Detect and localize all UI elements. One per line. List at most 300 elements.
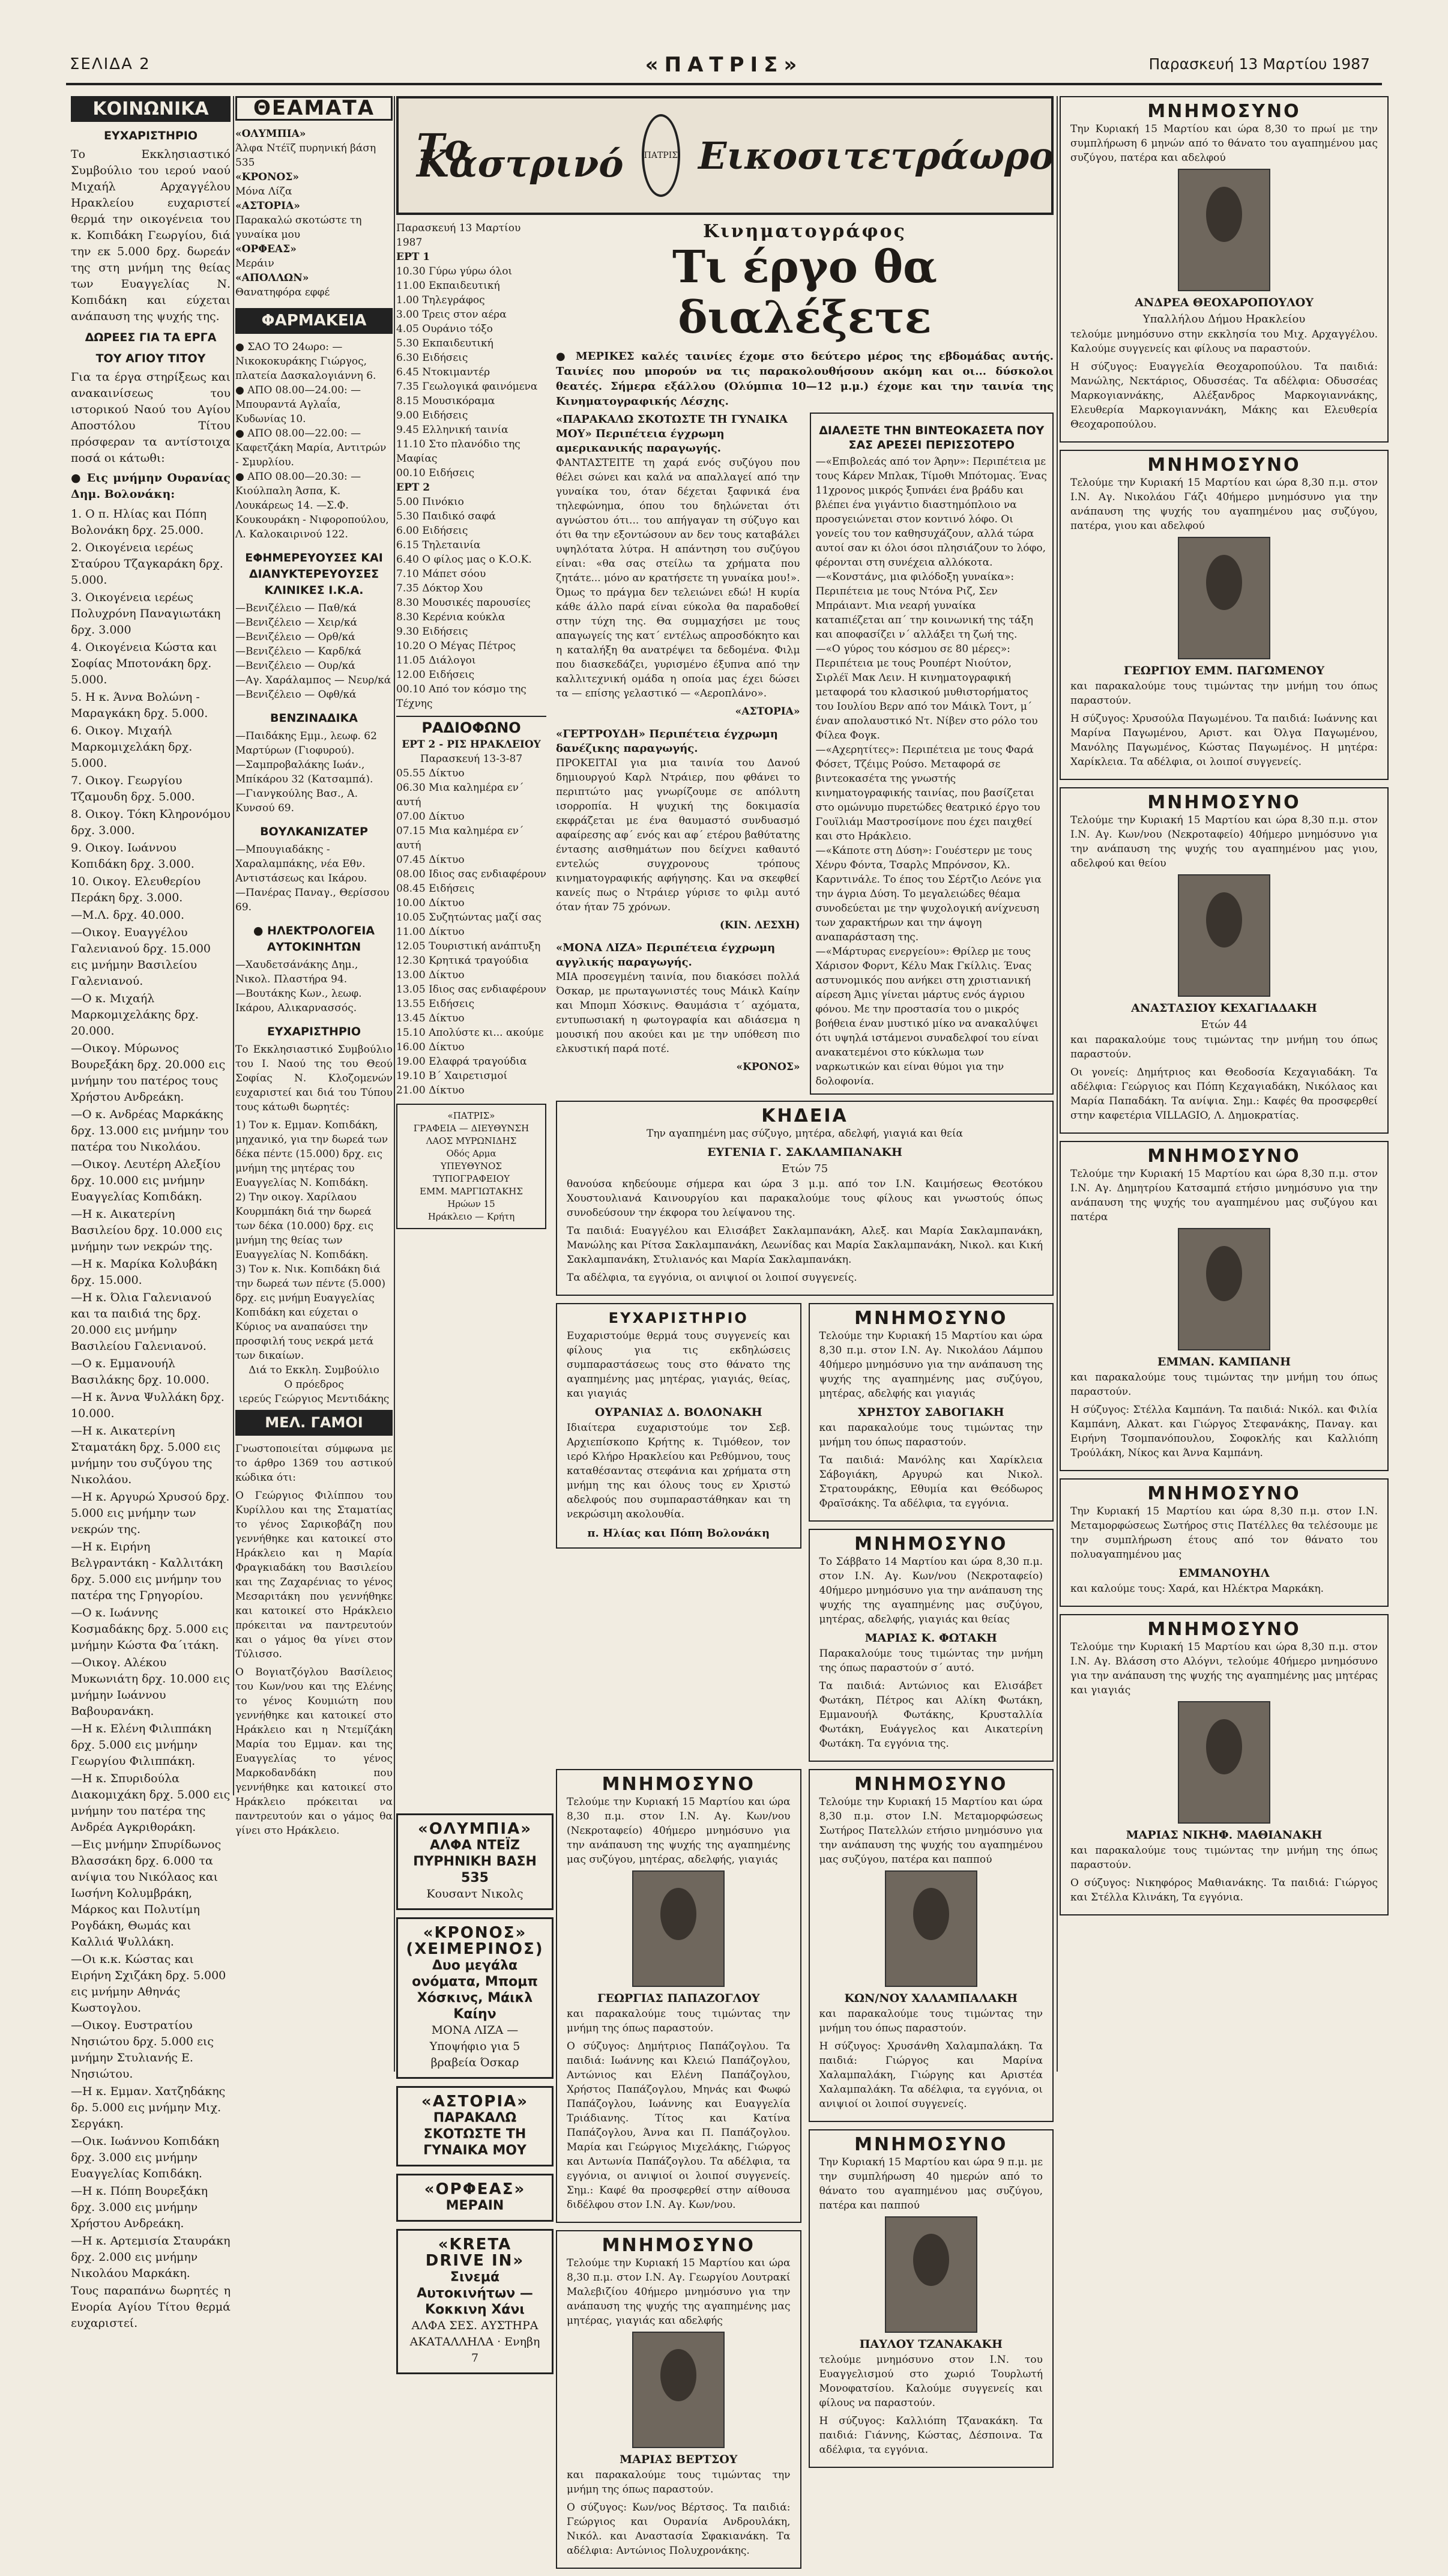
donation-item: 2. Οικογένεια ιερέως Σταύρου Τζαγκαράκη δρχ. 5.000.: [71, 541, 223, 587]
vulcanizer-item: —Πανέρας Παναγ., Θερίσσου 69.: [235, 887, 390, 913]
tv-program-item: 8.15 Μουσικόραμα: [396, 395, 495, 407]
memorial-request: τελούμε μνημόσυνο στον Ι.Ν. του Ευαγγελισμού στο χωριό Τουρλωτή Μονοφατσίου. Καλούμε συγγενείς και φίλους να παραστούν.: [819, 2354, 1043, 2409]
theatre-name: «ΑΠΟΛΛΩΝ»: [235, 272, 309, 284]
page-header: [0, 0, 1448, 87]
theatre-item: [235, 271, 393, 300]
tv-program-item: 7.35 Γεωλογικά φαινόμενα: [396, 381, 538, 393]
vhs-item: —«Αχερητίτες»: Περιπέτεια με τους Φαρά Φόσετ, Τζέιμς Ρούσο. Μεταφορά σε βιντεοκασέτα της γνωστής κινηματογραφικής ταινίας, που βασίζεται στο ομώνυμο πυρετώδες θεατρικό έργο του Γουϊλιάμ Μαστροσίμονε που έχει παιχθεί και στο Ηράκλειο.: [815, 744, 1040, 842]
radio-program-item: 10.05 Συζητώντας μαζί σας: [396, 912, 541, 924]
donation-item: —Η κ. Αικατερίνη Σταματάκη δρχ. 5.000 εις μνήμην του συζύγου της Νικολάου.: [71, 1424, 221, 1486]
memorial-request: και καλούμε τους: Χαρά, και Ηλέκτρα Μαρκάκη.: [1070, 1583, 1324, 1595]
donation-item: —Ο κ. Εμμανουήλ Βασιλάκης δρχ. 10.000.: [71, 1357, 210, 1386]
memorial-request: και παρακαλούμε τους τιμώντας την μνήμη της όπως παραστούν.: [567, 2469, 791, 2496]
memorial-relatives: Ο σύζυγος: Νικηφόρος Μαθιανάκης. Τα παιδιά: Γιώργος και Στέλλα Κλινάκη, Τα εγγόνια.: [1070, 1877, 1378, 1903]
entertainment-column: [396, 96, 1054, 2557]
cinema-body: [556, 413, 1054, 1101]
memorial-title: ΜΝΗΜΟΣΥΝΟ: [1147, 1483, 1301, 1504]
memorial-name: ΜΑΡΙΑΣ Κ. ΦΩΤΑΚΗ: [864, 1631, 997, 1645]
review-caption: «ΜΟΝΑ ΛΙΖΑ» Περιπέτεια έγχρωμη αγγλικής παραγωγής.: [556, 942, 776, 969]
memorial-title: ΜΝΗΜΟΣΥΝΟ: [1147, 1619, 1301, 1640]
weddings-intro: Γνωστοποιείται σύμφωνα με το άρθρο 1369 του αστικού κώδικα ότι:: [235, 1443, 393, 1484]
donation-item: —Ο κ. Μιχαήλ Μαρκομιχελάκης δρχ. 20.000.: [71, 992, 199, 1038]
pharmacy-item: ● ΑΠΟ 08.00—24.00: —Μπουραντά Αγλαΐα, Κυδωνίας 10.: [235, 384, 361, 425]
tv-program-item: 9.45 Ελληνική ταινία: [396, 424, 508, 436]
ad-line: Σινεμά Αυτοκινήτων — Κοκκινη Χάνι: [417, 2270, 533, 2317]
memorial-notice: [556, 1769, 801, 2223]
tv-program-item: 11.00 Εκπαιδευτική: [396, 280, 500, 292]
radio-program-item: 08.00 Ιδιος σας ενδιαφέρουν: [396, 868, 546, 880]
memorial-title: ΜΝΗΜΟΣΥΝΟ: [1147, 455, 1301, 476]
donation-item: 3. Οικογένεια ιερέως Πολυχρόνη Παναγιωτάκη δρχ. 3.000: [71, 591, 221, 636]
fuel-item: —Γιανγκούλης Βασ., Α. Κυνσού 69.: [235, 788, 358, 814]
radio-program-item: 12.05 Τουριστική ανάπτυξη: [396, 940, 541, 952]
vhs-item: —«Μάρτυρας ενεργείου»: Θρίλερ με τους Χάρισον Φορντ, Κέλυ Μακ Γκίλλις. Ένας αστυνομικός που ανήκει στη χριστιανική αίρεση Άμις γίνεται μάρτυς ενός άγριου φόνου. Με την προστασία του ο μικρός βοήθεια έναν μυστικό μίκο να ανακαλύψει ότι υψηλά ιστάμενοι συναδελφοί του είναι ανακατεμένοι στο κύκλωμα των ναρκωτικών και είναι θύμοι για την δολοφονία.: [815, 946, 1039, 1087]
cinema-kicker: Κινηματογράφος: [703, 221, 907, 242]
masthead: «ΠΑΤΡΙΣ»: [645, 53, 803, 77]
memorial-intro: Τελούμε την Κυριακή 15 Μαρτίου και ώρα 8,30 π.μ. στον Ι.Ν. Αγ. Δημητρίου Κατσαμπά ετήσιο μνημόσυνο για την ανάπαυση της ψυχής του αγαπημένου μας συζύγου και πατέρα: [1070, 1168, 1378, 1223]
funeral-relatives: Τα αδέλφια, τα εγγόνια, οι ανιψιοί οι λοιποί συγγενείς.: [567, 1272, 857, 1284]
donations-lead: ● Εις μνήμην Ουρανίας Δημ. Βολονάκη:: [71, 471, 231, 501]
duty-clinics-list: [235, 601, 393, 702]
pharmacy-list: [235, 340, 393, 542]
patris-info-line: Ηρώων 15: [447, 1199, 495, 1209]
cinema-section: [556, 221, 1054, 2576]
memorial-subtitle: Υπαλλήλου Δήμου Ηρακλείου: [1142, 313, 1306, 325]
donation-item: —Εις μνήμην Σπυρίδωνος Βλασσάκη δρχ. 6.000 τα ανίψια του Νικόλαος και Ιωσήνη Κολυμβράκη, Μάρκος και Πολυτίμη Ρογδάκη, Θωμάς και Καλλιά Ψυλλάκη.: [71, 1838, 222, 1949]
thanks-notice-title: ΕΥΧΑΡΙΣΤΗΡΙΟ: [608, 1310, 749, 1326]
radio-date: Παρασκευή 13-3-87: [420, 753, 523, 765]
memorial-request: και παρακαλούμε τους τιμώντας την μνήμη του όπως παραστούν.: [1070, 1034, 1378, 1060]
fuel-item: —Σαμπροβαλάκης Ιωάν., Μπίκάρου 32 (Κατσαμπά).: [235, 759, 373, 785]
radio-program-item: 19.00 Ελαφρά τραγούδια: [396, 1056, 527, 1068]
donation-item: 4. Οικογένεια Κώστα και Σοφίας Μποτονάκη δρχ. 5.000.: [71, 641, 217, 686]
cinema-lead: ● ΜΕΡΙΚΕΣ καλές ταινίες έχομε στο δεύτερο μέρος της εβδομάδας αυτής. Ταινίες που μπορούν να τις παρακολουθήσουν ακόμη και οι... δύσκολοι θεατές. Σήμερα εξάλλου (Ολύμπια 10—12 μ.μ.) έχομε και την ταινία της Κινηματογραφικής Λέσχης.: [556, 350, 1054, 408]
donation-item: —Οικογ. Μύρωνος Βουρεξάκη δρχ. 20.000 εις μνήμην του πατέρος τους Χρήστου Ανδρεάκη.: [71, 1042, 226, 1104]
memorial-intro: Τελούμε την Κυριακή 15 Μαρτίου και ώρα 8,30 π.μ. στον Ι.Ν. Αγ. Κων/νου (Νεκροταφείο) 40ήμερο μνημόσυνο για την ανάπαυση της ψυχής του αγαπημένου μας γιου, αδελφού και θείου: [1070, 814, 1378, 869]
radio-list: [396, 766, 546, 1098]
electrician-title: ● ΗΛΕΚΤΡΟΛΟΓΕΙΑ ΑΥΤΟΚΙΝΗΤΩΝ: [253, 924, 375, 954]
theatre-item: [235, 170, 393, 199]
section-title-theatres: ΘΕΑΜΑΤΑ: [235, 96, 393, 121]
thanks2-item: 1) Τον κ. Εμμαν. Κοπιδάκη, μηχανικό, για την δωρεά των δέκα πέντε (15.000) δρχ. εις μνήμη της μητέρας του Ευαγγελίας Ν. Κοπιδάκη.: [235, 1119, 388, 1189]
memorial-photo: [1178, 1228, 1270, 1350]
page-number: ΣΕΛΙΔΑ 2: [70, 55, 151, 73]
tv-program-item: 9.30 Ειδήσεις: [396, 626, 468, 638]
thanks2-list: [235, 1118, 393, 1363]
notice-row-1: [556, 1303, 1054, 1769]
funeral-name: ΕΥΓΕΝΙΑ Γ. ΣΑΚΛΑΜΠΑΝΑΚΗ: [707, 1146, 902, 1159]
vhs-list: [816, 455, 1048, 1089]
memorial-title: ΜΝΗΜΟΣΥΝΟ: [602, 1774, 755, 1795]
fuel-list: [235, 729, 393, 815]
duty-clinic-item: —Βενιζέλειο — Ορθ/κά: [235, 631, 355, 643]
memorial-request: και παρακαλούμε τους τιμώντας την μνήμη του όπως παραστούν.: [1070, 1371, 1378, 1398]
theatre-name: «ΑΣΤΟΡΙΑ»: [235, 200, 300, 212]
ad-note: ΜΟΝΑ ΛΙΖΑ — Υποψήφιο για 5 βραβεία Όσκαρ: [429, 2024, 520, 2069]
cinema-review: [556, 727, 800, 933]
tv-program-item: 6.45 Ντοκιμαντέρ: [396, 366, 490, 378]
duty-clinic-item: —Βενιζέλειο — Οφθ/κά: [235, 689, 357, 701]
radio-title: ΡΑΔΙΟΦΩΝΟ: [396, 716, 546, 735]
ad-line: ΜΕΡΑΙΝ: [445, 2198, 504, 2213]
electrician-list: [235, 958, 393, 1015]
radio-program-item: 13.55 Ειδήσεις: [396, 998, 475, 1010]
notice-column-left: [556, 1303, 801, 1769]
memorial-relatives: Η σύζυγος: Ευαγγελία Θεοχαροπούλου. Τα παιδιά: Μανώλης, Νεκτάριος, Οδυσσέας. Τα αδέλφια: Οδυσσέας Μαρκογιαννάκης, Αλέξανδρος Μαρκογιαννάκης, Ελευθερία Μαρκογιαννάκη, Μάκης και Ελευθερία Θεοχαροπούλου.: [1070, 361, 1378, 431]
memorial-grid-right: [809, 1769, 1054, 2576]
donation-item: —Η κ. Αρτεμισία Σταυράκη δρχ. 2.000 εις μνήμην Νικολάου Μαρκάκη.: [71, 2234, 231, 2280]
theatre-film: Παρακαλώ σκοτώστε τη γυναίκα μου: [235, 214, 362, 241]
memorial-name: ΑΝΔΡΕΑ ΘΕΟΧΑΡΟΠΟΥΛΟΥ: [1135, 296, 1314, 309]
cinema-review: [556, 941, 800, 1074]
tv-program-item: 6.00 Ειδήσεις: [396, 525, 468, 537]
vulcanizer-item: —Μπουγιαδάκης - Χαραλαμπάκης, νέα Εθν. Αντιστάσεως και Ικάρου.: [235, 844, 367, 884]
tv-program-item: 11.10 Στο πλανόδιο της Μαφίας: [396, 438, 520, 465]
thanks-text: Το Εκκλησιαστικό Συμβούλιο του ιερού ναού Μιχαήλ Αρχαγγέλου Ηρακλείου ευχαριστεί θερμά την οικογένεια του κ. Κοπιδάκη Γεωργίου, διά την εκ 5.000 δρχ. δωρεάν της στη μνήμη της θείας των Ευαγγελίας Ν. Κοπιδάκη και εύχεται ανάπαυση της ψυχής της.: [71, 148, 231, 323]
vhs-section: [810, 413, 1054, 1101]
patris-info-line: «ΠΑΤΡΙΣ»: [447, 1110, 495, 1121]
vhs-box: [810, 413, 1054, 1095]
section-title-pharmacies: ΦΑΡΜΑΚΕΙΑ: [235, 308, 393, 334]
radio-subtitle: ΕΡΤ 2 - ΡΙΣ ΗΡΑΚΛΕΙΟΥ: [402, 739, 541, 751]
memorial-notice: [1060, 96, 1389, 443]
cinema-headline: Τι έργο θα διαλέξετε: [672, 241, 938, 343]
memorial-relatives: Η σύζυγος: Στέλλα Καμπάνη. Τα παιδιά: Νικόλ. και Φιλία Καμπάνη, Αλκατ. και Γιώργος Στεφανάκης, Παναγ. και Ειρήνη Τσομπανόπουλου, Σοφοκλής και Καλλιόπη Τρούλάκη, Νίκος και Άννα Καμπάνη.: [1070, 1404, 1378, 1459]
ad-title: «ΟΛΥΜΠΙΑ»: [417, 1820, 532, 1838]
radio-program-item: 13.00 Δίκτυο: [396, 969, 465, 981]
donation-item: 1. Ο π. Ηλίας και Πόπη Βολονάκη δρχ. 25.000.: [71, 507, 207, 537]
tv-program-item: 3.00 Τρεις στον αέρα: [396, 309, 507, 321]
memorial-relatives: Οι γονείς: Δημήτριος και Θεοδοσία Κεχαγιαδάκη. Τα αδέλφια: Γεώργιος και Πόπη Κεχαγιαδάκη, Νικόλαος και Μαρία Παπαδάκη. Τα ανίψια. Σημ.: Καφές θα προσφερθεί στην καφετέρια VILLAGIO, Λ. Δημοκρατίας.: [1070, 1066, 1378, 1122]
thanks-notice-sign: π. Ηλίας και Πόπη Βολονάκη: [587, 1527, 770, 1540]
banner-left-title: Το Κάστρινό: [417, 125, 624, 186]
radio-program-item: 15.10 Απολύστε κι... ακούμε: [396, 1027, 544, 1039]
tv-program-item: 6.30 Ειδήσεις: [396, 352, 468, 364]
ad-title: «ΟΡΦΕΑΣ»: [424, 2180, 526, 2198]
memorial-notice: [556, 2230, 801, 2569]
memorial-relatives: Ο σύζυγος: Δημήτριος Παπάζογλου. Τα παιδιά: Ιωάννης και Κλειώ Παπάζογλου, Αντώνιος και Ελένη Παπάζογλου, Χρήστος Παπάζογλου, Μηνάς και Φωφώ Παπάζογλου, Ιωάννης και Ευαγγελία Τριάδιανης. Τίτος και Κατίνα Παπάζογλου, Άννα και Π. Παπάζογλου. Μαρία και Γεώργιος Μιχελάκης, Γιώργος και Αντωνία Παπάζογλου. Τα αδέλφια, τα εγγόνια, οι ανιψιοί οι λοιποί συγγενείς. Σημ.: Καφέ θα προσφερθεί στην αίθουσα διδέλφου στον Ι.Ν. Αγ. Κων/νου.: [567, 2040, 791, 2211]
header-rule: [66, 83, 1382, 85]
duty-clinic-item: —Αγ. Χαράλαμπος — Νευρ/κά: [235, 674, 391, 686]
patris-info-line: Οδός Αρμα: [446, 1148, 496, 1159]
memorial-request: τελούμε μνημόσυνο στην εκκλησία του Μιχ. Αρχαγγέλου. Καλούμε συγγενείς και φίλους να παραστούν.: [1070, 328, 1378, 355]
tv-program-item: 10.30 Γύρω γύρω όλοι: [396, 265, 513, 277]
donation-item: —Οικογ. Αλέκου Μυκωνιάτη δρχ. 10.000 εις μνήμην Ιωάννου Βαβουρανάκη.: [71, 1656, 230, 1718]
memorial-title: ΜΝΗΜΟΣΥΝΟ: [854, 1534, 1008, 1555]
thanks2-item: 2) Την οικογ. Χαρίλαου Κουρμπάκη διά την δωρεά των δέκα (10.000) δρχ. εις μνήμη της θείας των Ευαγγελίας Ν. Κοπιδάκη.: [235, 1191, 374, 1261]
memorial-intro: Τελούμε την Κυριακή 15 Μαρτίου και ώρα 8,30 π.μ. στον Ι.Ν. Μεταμορφώσεως Σωτήρος Πατελλών ετήσιο μνημόσυνο για την ανάπαυση της ψυχής του αγαπημένου μας συζύγου, πατέρα και παππού: [819, 1796, 1043, 1866]
ad-line: Δυο μεγάλα ονόματα, Μπομπ Χόσκινς, Μάικλ Καίην: [412, 1958, 538, 2022]
thanks2-sign: Διά το Εκκλη. Συμβούλιο Ο πρόεδρος ιερεύς Γεώργιος Μεντιδάκης: [238, 1364, 390, 1405]
donation-item: —Η κ. Ελένη Φιλιππάκη δρχ. 5.000 εις μνήμην Γεωργίου Φιλιππάκη.: [71, 1722, 211, 1768]
tv-program-item: 00.10 Ειδήσεις: [396, 467, 475, 479]
cinema-reviews: [556, 413, 800, 1101]
cinema-ad-box: [396, 2086, 554, 2166]
theatre-film: Θανατηφόρα εφφέ: [235, 286, 330, 298]
tv-program-item: 6.40 Ο φίλος μας ο Κ.Ο.Κ.: [396, 554, 532, 566]
memorial-name: ΑΝΑΣΤΑΣΙΟΥ ΚΕΧΑΓΙΑΔΑΚΗ: [1131, 1002, 1317, 1015]
fuel-item: —Παιδάκης Εμμ., λεωφ. 62 Μαρτύρων (Γιοφυρού).: [235, 730, 377, 757]
tv-program-item: 8.30 Κερένια κούκλα: [396, 611, 505, 623]
memorial-photo: [1178, 537, 1270, 659]
tv-program-item: 5.00 Πινόκιο: [396, 496, 464, 508]
funeral-notice: [556, 1101, 1054, 1296]
memorial-notice: [1060, 450, 1389, 780]
review-source: (ΚΙΝ. ΛΕΣΧΗ): [719, 919, 800, 931]
memorial-name: ΚΩΝ/ΝΟΥ ΧΑΛΑΜΠΑΛΑΚΗ: [844, 1992, 1018, 2005]
memorial-intro: Τελούμε την Κυριακή 15 Μαρτίου και ώρα 8,30 π.μ. στον Ι.Ν. Αγ. Νικολάου Λάμπου 40ήμερο μνημόσυνο για την ανάπαυση της ψυχής της αγαπημένης μας συζύγου, μητέρας, αδελφής και γιαγιάς: [819, 1330, 1043, 1400]
memorial-intro: Τελούμε την Κυριακή 15 Μαρτίου και ώρα 8,30 π.μ. στον Ι.Ν. Αγ. Κων/νου (Νεκροταφείο) 40ήμερο μνημόσυνο για την ανάπαυση της ψυχής της αγαπημένης μας συζύγου, μητέρας, αδελφής, γιαγιάς: [567, 1796, 791, 1866]
memorial-name: ΕΜΜΑΝΟΥΗΛ: [1178, 1567, 1270, 1580]
theatre-film: Μεράιν: [235, 258, 274, 270]
memorial-name: ΜΑΡΙΑΣ ΒΕΡΤΣΟΥ: [620, 2453, 738, 2466]
memorial-intro: Την Κυριακή 15 Μαρτίου και ώρα 8,30 π.μ. στον Ι.Ν. Μεταμορφώσεως Σωτήρος στις Πατέλλες θα τελέσουμε με την συμπλήρωση έτους από τον θάνατο του πολυαγαπημένου μας: [1070, 1505, 1378, 1561]
donation-item: 10. Οικογ. Ελευθερίου Περάκη δρχ. 3.000.: [71, 875, 201, 904]
memorial-title: ΜΝΗΜΟΣΥΝΟ: [602, 2235, 755, 2256]
memorial-name: ΓΕΩΡΓΙΟΥ ΕΜΜ. ΠΑΓΩΜΕΝΟΥ: [1123, 664, 1325, 677]
memorial-request: και παρακαλούμε τους τιμώντας την μνήμη του όπως παραστούν.: [819, 2008, 1043, 2034]
wedding-notice-1: Ο Γεώργιος Φιλίππου του Κυρίλλου και της Σταματίας το γένος Σαρικοβάζη που γεννήθηκε και κατοικεί στο Ηράκλειο και η Μαρία Φραγκιαδάκη του Βασιλείου και της Ζαχαρένιας το γένος Μεσαριτάκη που γεννήθηκε και κατοικεί στο Ηράκλειο πρόκειται να παντρευτούν και ο γάμος θα γίνει στον Τύλισσο.: [235, 1490, 393, 1660]
donation-item: 6. Οικογ. Μιχαήλ Μαρκομιχελάκη δρχ. 5.000.: [71, 724, 193, 770]
memorial-name: ΓΕΩΡΓΙΑΣ ΠΑΠΑΖΟΓΛΟΥ: [597, 1992, 760, 2005]
theatre-film: Μόνα Λίζα: [235, 186, 292, 198]
thanks2-title: ΕΥΧΑΡΙΣΤΗΡΙΟ: [267, 1025, 361, 1038]
cinema-ads: [396, 1813, 554, 2381]
radio-program-item: 12.30 Κρητικά τραγούδια: [396, 955, 529, 967]
memorial-title: ΜΝΗΜΟΣΥΝΟ: [1147, 1146, 1301, 1167]
memorial-name: ΠΑΥΛΟΥ ΤΖΑΝΑΚΑΚΗ: [859, 2338, 1003, 2351]
donations-title: ΔΩΡΕΕΣ ΓΙΑ ΤΑ ΕΡΓΑ: [85, 331, 217, 344]
duty-clinic-item: —Βενιζέλειο — Ουρ/κά: [235, 660, 355, 672]
donation-item: 8. Οικογ. Τόκη Κληρονόμου δρχ. 3.000.: [71, 808, 231, 837]
memorial-photo: [885, 2216, 977, 2333]
review-text: ΠΡΟΚΕΙΤΑΙ για μια ταινία του Δανού δημιουργού Καρλ Ντράιερ, που φθάνει το περιπτώτο μας γνωρίζουμε σε απόλυτη ισορροπία. Η ψυχική της δοκιμασία εκφράζεται με ένα θαυμαστό συνδυασμό αφαίρεσης αφ΄ ενός και αφ΄ ετέρου βαθύτατης έντασης αισθημάτων που δείχνει καθαυτό εντελώς συγχρονους τρόπους κινηματογραφικής αφήγησης. Και να σκεφθεί κανείς πως ο Ντράιερ γύρισε το φιλμ αυτό όταν ήταν 75 χρόνων.: [556, 757, 800, 913]
pharmacy-item: ● ΣΑΟ ΤΟ 24ωρο: —Νικοκοκυράκης Γιώργος, πλατεία Δασκαλογιάννη 6.: [235, 341, 376, 382]
notice-column-right: [809, 1303, 1054, 1769]
donation-item: —Η κ. Σπυριδούλα Διακομιχάκη δρχ. 5.000 εις μνήμην του πατέρα της Ανδρέα Αγκριθοράκη.: [71, 1772, 231, 1834]
radio-program-item: 05.55 Δίκτυο: [396, 767, 465, 779]
memorial-notice: [1060, 1614, 1389, 1915]
patris-info-box: [396, 1104, 546, 1229]
radio-program-item: 10.00 Δίκτυο: [396, 897, 465, 909]
memorial-intro: Το Σάββατο 14 Μαρτίου και ώρα 8,30 π.μ. στον Ι.Ν. Αγ. Κων/νου (Νεκροταφείο) 40ήμερο μνημόσυνο για την ανάπαυση της ψυχής της αγαπημένης μας συζύγου, μητέρας, αδελφής, γιαγιάς και θείας: [819, 1556, 1043, 1625]
donation-item: —Η κ. Εμμαν. Χατζηδάκης δρ. 5.000 εις μνήμην Μιχ. Σεργάκη.: [71, 2085, 226, 2130]
memorial-request: Παρακαλούμε τους τιμώντας την μνήμη της όπως παραστούν σ΄ αυτό.: [819, 1648, 1043, 1674]
patris-info-line: ΥΠΕΥΘΥΝΟΣ ΤΥΠΟΓΡΑΦΕΙΟΥ: [433, 1161, 510, 1184]
vhs-item: —«Ο γύρος του κόσμου σε 80 μέρες»: Περιπέτεια με τους Ρουπέρτ Νιούτον, Σιρλέϊ Μακ Λειν. Η κινηματογραφική μεταφορά του κλασικού μυθιστορήματος του Ιουλίου Βερν από τον Μάικλ Τοντ, μ΄ έναν απολαυστικό Ντ. Νίβεν στο ρόλο του Φίλεα Φογκ.: [815, 643, 1038, 742]
tv-program-item: 6.15 Τηλεταινία: [396, 539, 481, 551]
tv-program-item: 4.05 Ουράνιο τόξο: [396, 323, 493, 335]
donations-subtitle: ΤΟΥ ΑΓΙΟΥ ΤΙΤΟΥ: [95, 352, 206, 365]
memorial-photo: [1178, 874, 1270, 997]
ad-title: «ΚΡΟΝΟΣ» (ΧΕΙΜΕΡΙΝΟΣ): [406, 1924, 544, 1958]
tv-ert1-title: ΕΡΤ 1: [396, 251, 430, 263]
radio-program-item: 21.00 Δίκτυο: [396, 1084, 465, 1096]
donations-outro: Τους παραπάνω δωρητές η Ενορία Αγίου Τίτου θερμά ευχαριστεί.: [71, 2284, 231, 2330]
thanks-title: ΕΥΧΑΡΙΣΤΗΡΙΟ: [103, 129, 198, 142]
review-source: «ΑΣΤΟΡΙΑ»: [735, 706, 800, 718]
tv-program-item: 9.00 Ειδήσεις: [396, 410, 468, 422]
memorials-column: [1060, 96, 1389, 2072]
memorial-grid: [556, 1769, 1054, 2576]
vulcanizer-list: [235, 842, 393, 915]
donation-item: —Οι κ.κ. Κώστας και Ειρήνη Σχιζάκη δρχ. 5.000 εις μνήμην Αθηνάς Κωστογλου.: [71, 1953, 226, 2015]
tv-program-item: 12.00 Ειδήσεις: [396, 669, 475, 681]
memorial-notice: [1060, 1141, 1389, 1471]
tv-program-item: 7.10 Μάπετ σόου: [396, 568, 486, 580]
vhs-item: —«Επιβολεάς από τον Άρην»: Περιπέτεια με τους Κάρεν Μπλακ, Τίμοθι Μπότομας. Ένας 11χρονος μικρός ξυπνάει ένα βράδυ και βλέπει ένα γιγάντιο διαστημόπλοιο να προσγειώνεται στον κοντινό λόφο. Οι γονείς του τον καθησυχάζουν, αλλά τώρα αυτοί σαν κι όλοι όσοι πλησιάζουν το λόφο, φέρονται στη συνέχεια αλλόκοτα.: [815, 456, 1047, 569]
memorial-intro: Τελούμε την Κυριακή 15 Μαρτίου και ώρα 8,30 π.μ. στον Ι.Ν. Αγ. Νικολάου Γάζι 40ήμερο μνημόσυνο για την ανάπαυση της ψυχής του αγαπημένου μας συζύγου, πατέρα, γιου και αδελφού: [1070, 477, 1378, 532]
memorial-photo: [632, 2332, 725, 2448]
tv-program-item: 8.30 Μουσικές παρουσίες: [396, 597, 531, 609]
memorial-relatives: Η σύζυγος: Καλλιόπη Τζανακάκη. Τα παιδιά: Γιάννης, Κώστας, Δέσποινα. Τα αδέλφια, τα εγγόνια.: [819, 2415, 1043, 2456]
memorial-intro: Την Κυριακή 15 Μαρτίου και ώρα 8,30 το πρωί με την συμπλήρωση 6 μηνών από το θάνατο του αγαπημένου μας συζύγου, πατέρα και αδελφού: [1070, 123, 1378, 164]
memorial-request: και παρακαλούμε τους τιμώντας την μνήμη της όπως παραστούν.: [1070, 1845, 1378, 1871]
ad-line: ΑΛΦΑ ΝΤΕΪΖ ΠΥΡΗΝΙΚΗ ΒΑΣΗ 535: [413, 1838, 537, 1885]
section-title-weddings: ΜΕΛ. ΓΑΜΟΙ: [235, 1410, 393, 1436]
patris-info-line: ΓΡΑΦΕΙΑ — ΔΙΕΥΘΥΝΣΗ: [413, 1123, 529, 1134]
radio-program-item: 06.30 Μια καλημέρα εν΄ αυτή: [396, 782, 524, 808]
tv-ert2-title: ΕΡΤ 2: [396, 482, 430, 494]
vhs-item: —«Κονστάνς, μια φιλόδοξη γυναίκα»: Περιπέτεια με τους Ντόνα Ριζ, Σεν Μπράιαντ. Μια νεαρή γυναίκα καταπιέζεται απ΄ την κοινωνική της τάξη και αποφασίζει ν΄ αλλάξει τη ζωή της.: [815, 571, 1033, 641]
donation-item: —Η κ. Αργυρώ Χρυσού δρχ. 5.000 εις μνήμην των νεκρών της.: [71, 1490, 230, 1536]
memorial-relatives: Η σύζυγος: Χρυσάνθη Χαλαμπαλάκη. Τα παιδιά: Γιώργος και Μαρίνα Χαλαμπαλάκη, Γιώργης και Αριστέα Χαλαμπαλάκη. Τα αδέλφια, τα εγγόνια, οι ανιψιοί οι λοιποί συγγενείς.: [819, 2040, 1043, 2110]
radio-program-item: 13.05 Ιδιος σας ενδιαφέρουν: [396, 984, 546, 996]
memorial-title: ΜΝΗΜΟΣΥΝΟ: [854, 1774, 1008, 1795]
review-source: «ΚΡΟΝΟΣ»: [736, 1061, 800, 1073]
ad-title: «ΑΣΤΟΡΙΑ»: [421, 2093, 529, 2111]
memorial-name: ΕΜΜΑΝ. ΚΑΜΠΑΝΗ: [1157, 1355, 1291, 1368]
thanks2-item: 3) Τον κ. Νικ. Κοπιδάκη διά την δωρεά των πέντε (5.000) δρχ. εις μνήμη Ευαγγελίας Κοπιδάκη και εύχεται ο Κύριος να αναπαύσει την προσφιλή τους νεκρά μετά των δικαίων.: [235, 1263, 385, 1362]
radio-program-item: 07.15 Μια καλημέρα εν΄ αυτή: [396, 825, 524, 851]
vhs-item: —«Κάποτε στη Δύση»: Γουέστερν με τους Χένρυ Φόντα, Τσαρλς Μπρόνσον, Κλ. Καρντινάλε. Το έπος του Σέρτζιο Λεόνε για την άγρια Δύση. Το μεγαλειώδες θέαμα συνοδεύεται με την ψυχολογική ανίχνευση των χαρακτήρων και την άψογη αναπαράσταση της.: [815, 845, 1042, 943]
duty-clinic-item: —Βενιζέλειο — Καρδ/κά: [235, 646, 361, 658]
tv-program-item: 7.35 Δόκτορ Χου: [396, 582, 483, 594]
memorial-photo: [885, 1870, 977, 1987]
memorial-notice: [809, 1303, 1054, 1522]
ad-line: ΠΑΡΑΚΑΛΩ ΣΚΟΤΩΣΤΕ ΤΗ ΓΥΝΑΙΚΑ ΜΟΥ: [423, 2111, 526, 2158]
cinema-ad-box: [396, 1813, 554, 1910]
electrician-item: —Βουτάκης Κων., λεωφ. Ικάρου, Αλικαρνασσός.: [235, 988, 362, 1014]
patris-info-line: Ηράκλειο — Κρήτη: [427, 1211, 515, 1222]
memorial-request: και παρακαλούμε τους τιμώντας την μνήμη της όπως παραστούν.: [567, 2008, 791, 2034]
memorial-photo: [1178, 1701, 1270, 1824]
funeral-title: ΚΗΔΕΙΑ: [761, 1105, 848, 1126]
radio-program-item: 07.45 Δίκτυο: [396, 854, 465, 866]
pharmacy-item: ● ΑΠΟ 08.00—20.30: —Κιούλπαλη Άσπα, Κ. Λουκάρεως 14. —Σ.Φ. Κουκουράκη - Νιφοροπούλου, Λ. Καλοκαιρινού 122.: [235, 471, 389, 540]
tv-program-item: 5.30 Παιδικό σαφά: [396, 510, 496, 522]
donation-item: —Οικογ. Ευαγγέλου Γαλενιανού δρχ. 15.000 εις μνήμην Βασιλείου Γαλενιανού.: [71, 926, 211, 988]
pharmacy-item: ● ΑΠΟ 08.00—22.00: —Καφετζάκη Μαρία, Αντιτρών - Σμυρλίου.: [235, 428, 387, 468]
review-text: ΜΙΑ προσεγμένη ταινία, που διακόσει πολλά Όσκαρ, με πρωταγωνιστές τους Μάικλ Καίην και Μπομπ Χόσκινς. Θαυμάσια τ΄ αχόματα, εντυπωσιακή η φωτογραφία και αδιάσεμα η μουσική που ακούει και με την υπόθεση πιο ελκυστική παρά ποτέ.: [556, 971, 800, 1055]
banner-right-title: Εικοσιτετράωρο: [698, 133, 1054, 178]
memorial-name: ΧΡΗΣΤΟΥ ΣΑΒΟΓΙΑΚΗ: [857, 1406, 1004, 1419]
services-column: [235, 96, 393, 1837]
cinema-ad-box: [396, 2229, 554, 2374]
theatre-item: [235, 242, 393, 271]
patris-info-line: ΕΜΜ. ΜΑΡΓΙΩΤΑΚΗΣ: [420, 1186, 523, 1197]
memorial-intro: Την Κυριακή 15 Μαρτίου και ώρα 9 π.μ. με την συμπλήρωση 40 ημερών από το θάνατο του αγαπημένου μας συζύγου, πατέρα και παππού: [819, 2156, 1043, 2212]
memorial-title: ΜΝΗΜΟΣΥΝΟ: [1147, 101, 1301, 122]
thanks-notice-name: ΟΥΡΑΝΙΑΣ Δ. ΒΟΛΟΝΑΚΗ: [594, 1406, 762, 1419]
memorial-relatives: Τα παιδιά: Μανόλης και Χαρίκλεια Σάβογιάκη, Αργυρώ και Νικολ. Στρατουράκης, Εθυμία και Θεόδωρος Φραϊσάκης. Τα αδέλφια, τα εγγόνια.: [819, 1454, 1043, 1510]
column-divider: [233, 96, 234, 1795]
donation-item: 9. Οικογ. Ιωάννου Κοπιδάκη δρχ. 3.000.: [71, 841, 195, 871]
vhs-title: ΔΙΑΛΕΞΤΕ ΤΗΝ ΒΙΝΤΕΟΚΑΣΕΤΑ ΠΟΥ ΣΑΣ ΑΡΕΣΕΙ ΠΕΡΙΣΣΟΤΕΡΟ: [819, 424, 1045, 452]
memorial-notice: [809, 1529, 1054, 1762]
theatre-name: «ΟΡΦΕΑΣ»: [235, 243, 297, 255]
radio-program-item: 19.10 Β΄ Χαιρετισμοί: [396, 1070, 508, 1082]
donation-item: —Οικ. Ιωάννου Κοπιδάκη δρχ. 3.000 εις μνήμην Ευαγγελίας Κοπιδάκη.: [71, 2135, 220, 2180]
section-title-social: ΚΟΙΝΩΝΙΚΑ: [71, 96, 231, 122]
cinema-review: [556, 413, 800, 719]
review-text: ΦΑΝΤΑΣΤΕΙΤΕ τη χαρά ενός συζύγου που θέλει σώνει και καλά να απαλλαγεί από την γυναίκα του, όταν δέχεται ξαφνικά ένα τηλεφώνημα, όπου του δηλώνεται ότι αγνώστου ότι... του απήγαγαν τη σύζυγο και ότι θα την εξοντώσουν αν δεν τους καταβάλει υψηλότατα λύτρα. Η απάντηση του συζύγου είναι: «θα σας στείλω τα χρήματα που ζητάτε... μόνο αν κρατήσετε τη γυναίκα μου!». Όμως το πράγμα δεν τελειώνει εδώ! Η κυρία κάθε άλλο παρά είναι εύκολα θα παραδοθεί στην τύχη της. Θα συμμαχήσει με τους απαγωγείς της κατ΄ εντέλως απροσδόκητο και η καταλήξη θα ανατρέψει τα δεδομένα. Φιλμ που διασκεδάζει, γυρισμένο έξυπνα από την καλλιτεχνική ομάδα η οποία μας έχει δώσει τα — επίσης γελαστικό — «Αεροπλάνο».: [556, 457, 800, 700]
electrician-item: —Χαυδετσάνάκης Δημ., Νικολ. Πλαστήρα 94.: [235, 959, 358, 985]
memorial-intro: Τελούμε την Κυριακή 15 Μαρτίου και ώρα 8,30 π.μ. στον Ι.Ν. Αγ. Βλάσση στο Αλόγνι, τελούμε 40ήμερο μνημόσυνο για την ανάπαυση της ψυχής της αγαπημένης μας μητέρας και γιαγιάς: [1070, 1641, 1378, 1696]
memorial-title: ΜΝΗΜΟΣΥΝΟ: [854, 2134, 1008, 2155]
donation-item: —Ο κ. Ανδρέας Μαρκάκης δρχ. 13.000 εις μνήμην του πατέρα του Νικολάου.: [71, 1108, 229, 1153]
memorial-name: ΜΑΡΙΑΣ ΝΙΚΗΦ. ΜΑΘΙΑΝΑΚΗ: [1126, 1828, 1323, 1842]
donations-list: [71, 506, 231, 2282]
donation-item: —Μ.Λ. δρχ. 40.000.: [71, 909, 185, 922]
memorial-notice: [1060, 1478, 1389, 1607]
kastrino-banner: [396, 96, 1054, 215]
memorial-notice: [1060, 787, 1389, 1134]
tv-program-item: 1.00 Τηλεγράφος: [396, 294, 485, 306]
donation-item: 7. Οικογ. Γεωργίου Τζαμουδη δρχ. 5.000.: [71, 774, 195, 803]
memorial-subtitle: Ετών 44: [1201, 1018, 1247, 1031]
thanks-notice-text2: Ιδιαίτερα ευχαριστούμε τον Σεβ. Αρχιεπίσκοπο Κρήτης κ. Τιμόθεον, τον ιερό Κλήρο Ηρακλείου και Ρεθύμνου, τους καταθέσαντας στεφάνια και χρήματα στη μνήμη της και όλους τους εν Χριστώ αδελφούς που συμπαραστάθηκαν και τη νεκρώσιμη ακολουθία.: [567, 1422, 791, 1520]
donation-item: —Οικογ. Ευστρατίου Νησιώτου δρχ. 5.000 εις μνήμην Στυλιανής Ε. Νησιώτου.: [71, 2019, 214, 2081]
thanks-notice: [556, 1303, 801, 1549]
donation-item: —Η κ. Άννα Ψυλλάκη δρχ. 10.000.: [71, 1391, 225, 1420]
theatre-item: [235, 199, 393, 242]
tv-program-item: 10.20 Ο Μέγας Πέτρος: [396, 640, 516, 652]
banner-emblem: ΠΑΤΡΙΣ: [642, 114, 681, 197]
cinema-ad-box: [396, 2174, 554, 2222]
column-divider: [394, 96, 395, 2072]
donations-intro: Για τα έργα στηρίξεως και ανακαινίσεως του ιστορικού Ναού του Αγίου Αποστόλου Τίτου πρόσφεραν τα αντίστοιχα ποσά οι κάτωθι:: [71, 370, 231, 465]
theatre-item: [235, 127, 393, 170]
memorial-request: και παρακαλούμε τους τιμώντας την μνήμη του όπως παραστούν.: [1070, 680, 1378, 707]
donation-item: —Οικογ. Λευτέρη Αλεξίου δρχ. 10.000 εις μνήμην Ευαγγελίας Κοπιδάκη.: [71, 1158, 221, 1203]
memorial-relatives: Η σύζυγος: Χρυσούλα Παγωμένου. Τα παιδιά: Ιωάννης και Μαρίνα Παγωμένου, Αριστ. και Όλγα Παγωμένου, Μανόλης Παγωμένος, Κώστας Παγωμένος. Η μητέρα: Χαρίκλεια. Τα αδέλφια, οι λοιποί συγγενείς.: [1070, 713, 1378, 768]
radio-program-item: 07.00 Δίκτυο: [396, 811, 465, 823]
thanks-notice-text: Ευχαριστούμε θερμά τους συγγενείς και φίλους για τις εκδηλώσεις συμπαραστάσεως τους στο θάνατο της αγαπημένης μας μητέρας, γιαγιάς, θείας, και γιαγιάς: [567, 1330, 791, 1400]
duty-clinic-item: —Βενιζέλειο — Παθ/κά: [235, 602, 357, 614]
memorial-request: και παρακαλούμε τους τιμώντας την μνήμη του όπως παραστούν.: [819, 1422, 1043, 1448]
radio-program-item: 13.45 Δίκτυο: [396, 1012, 465, 1024]
donation-item: —Η κ. Αικατερίνη Βασιλείου δρχ. 10.000 εις μνήμην των νεκρών της.: [71, 1208, 223, 1253]
memorial-title: ΜΝΗΜΟΣΥΝΟ: [1147, 792, 1301, 813]
theatre-list: [235, 127, 393, 300]
radio-program-item: 08.45 Ειδήσεις: [396, 883, 475, 895]
wedding-notice-2: Ο Βογιατζόγλου Βασίλειος του Κων/νου και της Ελένης το γένος Κουμιώτη που γεννήθηκε και κατοικεί στο Ηράκλειο και η Ντεμίζάκη Μαρία του Εμμαν. και της Ευαγγελίας το γένος Μαρκοδανδάκη που γεννήθηκε και κατοικεί στο Ηράκλειο πρόκειται να παντρευτούν και ο γάμος θα γίνει στο Ηράκλειο.: [235, 1666, 393, 1837]
tv-program-item: 11.05 Διάλογοι: [396, 655, 476, 667]
review-caption: «ΓΕΡΤΡΟΥΔΗ» Περιπέτεια έγχρωμη δανέζικης παραγωγής.: [556, 728, 778, 755]
issue-date: Παρασκευή 13 Μαρτίου 1987: [1148, 55, 1370, 73]
memorial-notice: [809, 2129, 1054, 2468]
ad-note: Κουσαντ Νικολς: [426, 1887, 523, 1900]
fuel-title: ΒΕΝΖΙΝΑΔΙΚΑ: [270, 712, 358, 725]
theatre-name: «ΚΡΟΝΟΣ»: [235, 171, 299, 183]
funeral-age: Ετών 75: [781, 1163, 828, 1175]
thanks2-text: Το Εκκλησιαστικό Συμβούλιο του Ι. Ναού της του Θεού Σοφίας Ν. Κλοζομενών ευχαριστεί και διά του Τύπου τους κάτωθι δωρητές:: [235, 1044, 393, 1113]
duty-clinic-item: —Βενιζέλειο — Χειρ/κά: [235, 617, 358, 629]
donation-item: —Η κ. Πόπη Βουρεξάκη δρχ. 3.000 εις μνήμην Χρήστου Ανδρεάκη.: [71, 2184, 208, 2230]
donation-item: —Η κ. Όλια Γαλενιανού και τα παιδιά της δρχ. 20.000 εις μνήμην Βασιλείου Γαλενιανού.: [71, 1291, 212, 1353]
tv-ert1-list: [396, 264, 546, 480]
